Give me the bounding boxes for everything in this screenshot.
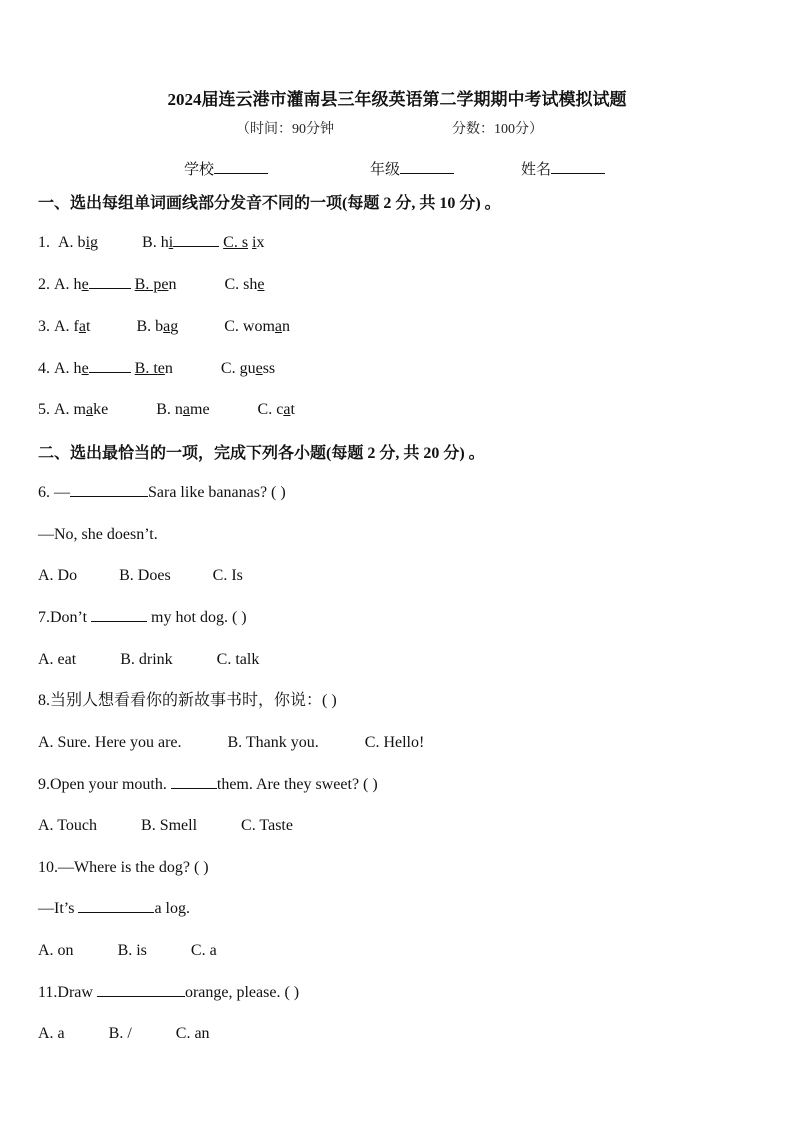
option-b[interactable]: B. hi [142, 231, 219, 255]
question-4 [38, 357, 275, 381]
question-11-stem: 11.Draw orange, please. ( ) [38, 984, 300, 1001]
option-b[interactable]: B. is [117, 942, 147, 959]
option-a[interactable]: A. Sure. Here you are. [38, 734, 182, 751]
question-number: 4. [38, 360, 50, 377]
option-a[interactable]: A. a [38, 1025, 65, 1042]
option-c[interactable]: C. woman [224, 318, 291, 335]
question-number: 1. [38, 234, 50, 251]
question-10-stem: 10.—Where is the dog? ( ) [38, 859, 209, 876]
name-label: 姓名 [521, 162, 552, 178]
option-c[interactable]: C. Hello! [364, 734, 425, 751]
exam-score: 分数：100分） [452, 122, 543, 137]
school-label: 学校 [184, 162, 215, 178]
option-c[interactable]: C. guess [220, 360, 276, 377]
exam-time: （时间：90分钟 [236, 122, 334, 137]
grade-label: 年级 [370, 162, 401, 178]
question-6-options [38, 564, 243, 588]
option-a[interactable]: A. Do [38, 567, 78, 584]
option-c-word: ix [252, 234, 265, 251]
answer-blank[interactable] [91, 607, 147, 622]
option-c[interactable]: C. she [224, 276, 265, 293]
question-6-stem: 6. — Sara like bananas? ( ) [38, 484, 286, 501]
section-2-heading: 二、选出最恰当的一项，完成下列各小题(每题 2 分, 共 20 分) 。 [38, 445, 485, 462]
grade-field[interactable] [370, 158, 454, 179]
grade-blank[interactable] [400, 159, 454, 174]
option-a[interactable]: A. he [54, 357, 131, 381]
option-a[interactable]: A. make [54, 401, 109, 418]
option-b[interactable]: B. Does [119, 567, 171, 584]
question-10-options [38, 939, 217, 963]
option-a[interactable]: A. on [38, 942, 74, 959]
option-a[interactable]: A. big [58, 234, 99, 251]
page-title: 2024届连云港市灌南县三年级英语第二学期期中考试模拟试题 [167, 90, 627, 109]
question-8-stem: 8.当别人想看看你的新故事书时，你说：( ) [38, 692, 337, 709]
option-b[interactable]: B. Smell [141, 817, 198, 834]
question-number: 3. [38, 318, 50, 335]
question-1 [38, 231, 265, 255]
name-blank[interactable] [551, 159, 605, 174]
question-6-reply: —No, she doesn’t. [38, 526, 158, 543]
school-field[interactable] [184, 158, 268, 179]
question-number: 5. [38, 401, 50, 418]
answer-blank[interactable] [70, 482, 148, 497]
question-9-stem: 9.Open your mouth. them. Are they sweet? ( ) [38, 776, 378, 793]
question-3 [38, 315, 290, 339]
question-7-stem: 7.Don’t my hot dog. ( ) [38, 609, 247, 626]
question-8-options [38, 731, 424, 755]
question-number: 2. [38, 276, 50, 293]
question-2 [38, 273, 264, 297]
question-7-options [38, 648, 259, 672]
option-a[interactable]: A. Touch [38, 817, 98, 834]
answer-blank[interactable] [78, 898, 154, 913]
option-b[interactable]: B. / [108, 1025, 132, 1042]
option-c[interactable]: C. an [175, 1025, 210, 1042]
answer-blank[interactable] [171, 774, 217, 789]
option-c[interactable]: C. s [223, 234, 249, 251]
option-c[interactable]: C. cat [257, 401, 295, 418]
question-10-reply: —It’s a log. [38, 900, 190, 917]
option-b[interactable]: B. p [134, 276, 162, 293]
option-a[interactable]: A. eat [38, 651, 77, 668]
option-c[interactable]: C. Is [212, 567, 243, 584]
option-b[interactable]: B. Thank you. [227, 734, 319, 751]
option-a[interactable]: A. fat [54, 318, 91, 335]
section-1-heading: 一、选出每组单词画线部分发音不同的一项(每题 2 分, 共 10 分) 。 [38, 195, 501, 212]
answer-blank[interactable] [97, 982, 185, 997]
option-b[interactable]: B. drink [120, 651, 173, 668]
question-5 [38, 398, 295, 422]
option-b[interactable]: B. name [156, 401, 210, 418]
option-b-word: en [161, 276, 177, 293]
question-11-options [38, 1022, 210, 1046]
option-b[interactable]: B. t [134, 360, 158, 377]
name-field[interactable] [521, 158, 605, 179]
school-blank[interactable] [214, 159, 268, 174]
question-9-options [38, 814, 293, 838]
option-c[interactable]: C. a [190, 942, 217, 959]
option-c[interactable]: C. talk [216, 651, 260, 668]
option-a[interactable]: A. he [54, 273, 131, 297]
option-b[interactable]: B. bag [136, 318, 179, 335]
option-b-word: en [157, 360, 173, 377]
option-c[interactable]: C. Taste [241, 817, 293, 834]
